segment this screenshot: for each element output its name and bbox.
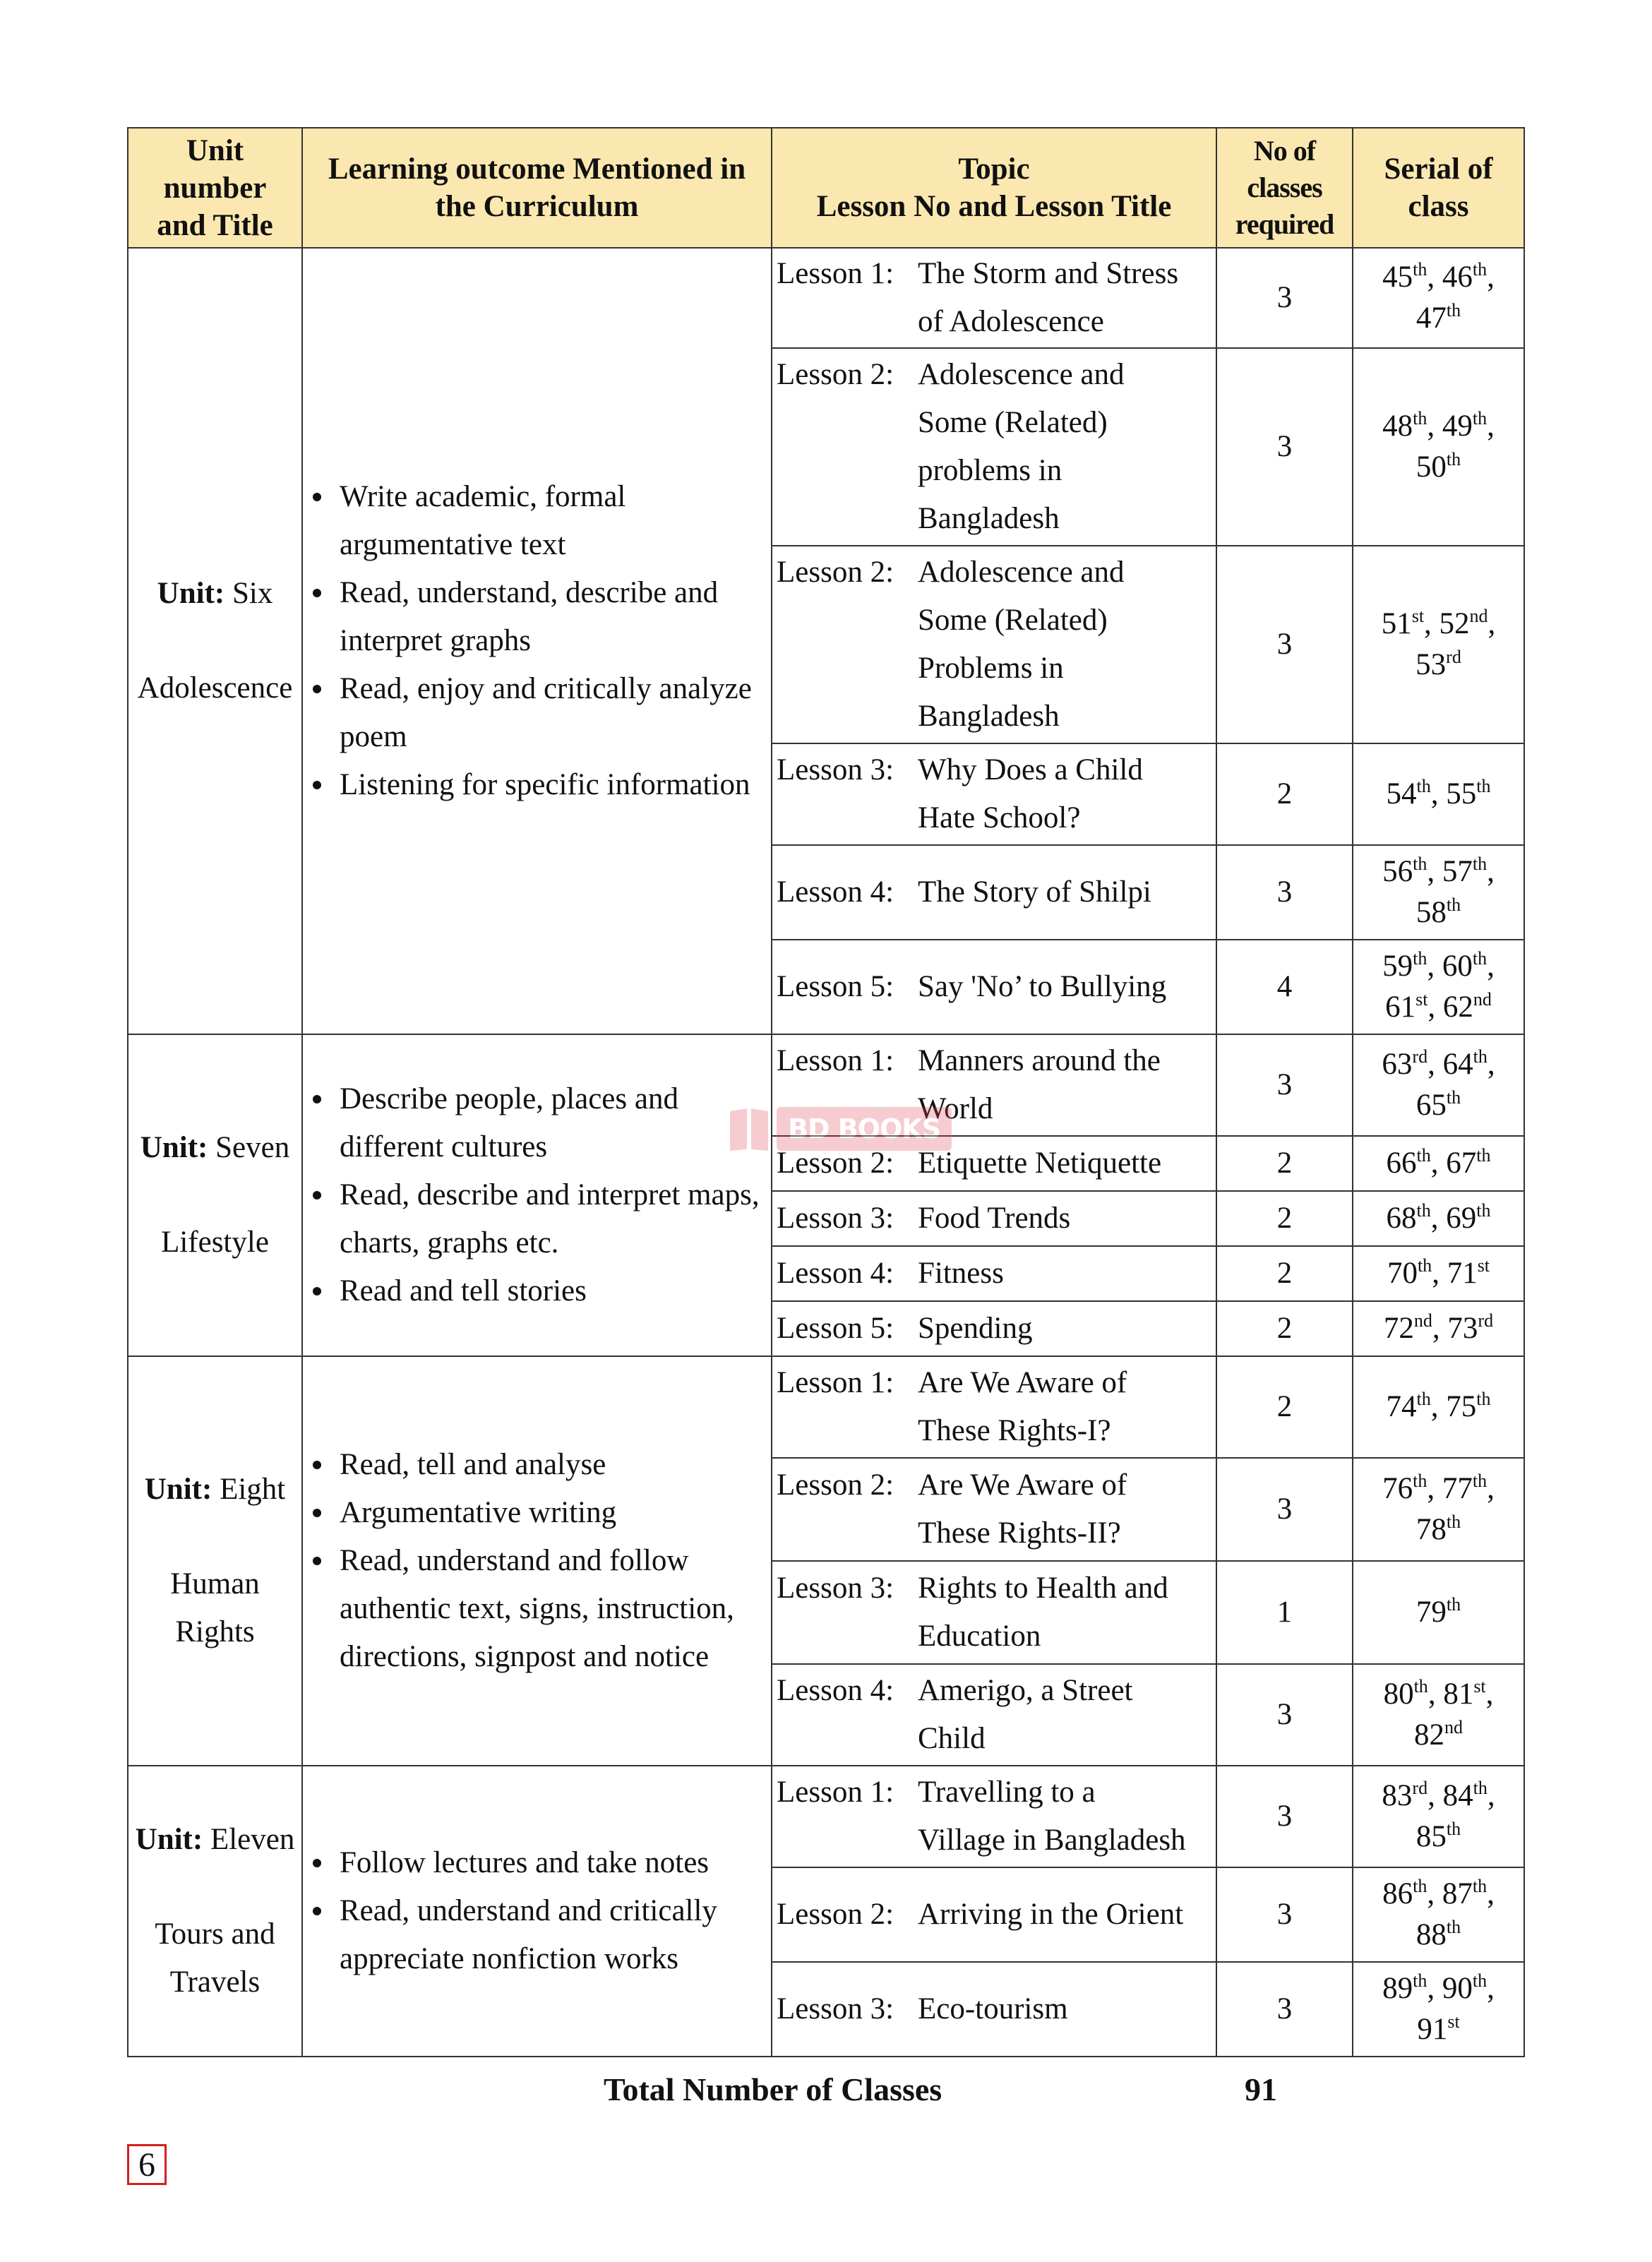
classes-required: 3 [1216, 1962, 1353, 2057]
unit-title: Lifestyle [161, 1226, 269, 1259]
lesson-number: Lesson 3: [777, 1202, 894, 1235]
lesson-number: Lesson 1: [777, 1776, 894, 1809]
class-serial: 83rd, 84th, 85th [1353, 1766, 1524, 1867]
lesson-title-line: Food Trends [918, 1202, 1071, 1235]
header-classes: No of classes required [1216, 128, 1353, 248]
lesson-number: Lesson 2: [777, 358, 894, 391]
lesson-title-line: Travelling to a [918, 1776, 1096, 1809]
serial-number: 87 [1442, 1877, 1473, 1910]
classes-required: 3 [1216, 546, 1353, 743]
lesson-cell [772, 1246, 1216, 1301]
serial-number: 78 [1415, 1513, 1447, 1546]
serial-suffix: th [1472, 948, 1488, 969]
serial-suffix: rd [1478, 1310, 1494, 1331]
lesson-title-line: of Adolescence [918, 305, 1104, 338]
serial-number: 75 [1446, 1390, 1477, 1423]
serial-suffix: th [1413, 259, 1427, 280]
outcome-item: Read, enjoy and critically analyze poem [307, 665, 764, 761]
class-serial: 45th, 46th, 47th [1353, 248, 1524, 348]
unit-label: Unit: [140, 1131, 208, 1164]
class-serial [1353, 1561, 1524, 1664]
outcome-item: Write academic, formal argumentative text [307, 473, 764, 569]
lesson-cell [772, 1356, 1216, 1458]
classes-required: 2 [1216, 743, 1353, 845]
lesson-cell [772, 1664, 1216, 1766]
classes-required: 3 [1216, 845, 1353, 940]
serial-number: 53 [1415, 648, 1447, 681]
lesson-title-line: These Rights-I? [918, 1414, 1111, 1447]
outcome-cell [302, 1034, 772, 1356]
serial-number: 86 [1382, 1877, 1413, 1910]
outcome-item: Read, understand and critically appreciate nonfiction works [307, 1887, 764, 1983]
header-outcome: Learning outcome Mentioned in the Curriculum [302, 128, 772, 248]
classes-required: 3 [1216, 348, 1353, 546]
total-label: Total Number of Classes [604, 2071, 942, 2107]
classes-required: 1 [1216, 1561, 1353, 1664]
unit-title: Tours and [155, 1917, 275, 1951]
lesson-cell [772, 546, 1216, 743]
serial-number: 50 [1415, 450, 1447, 484]
serial-suffix: th [1416, 1145, 1431, 1166]
serial-number: 64 [1442, 1048, 1473, 1081]
serial-suffix: th [1446, 449, 1461, 469]
lesson-cell [772, 940, 1216, 1034]
lesson-number: Lesson 3: [777, 753, 894, 786]
serial-number: 55 [1446, 777, 1477, 810]
serial-suffix: th [1472, 854, 1488, 874]
class-serial: 56th, 57th, 58th [1353, 845, 1524, 940]
lesson-number: Lesson 1: [777, 1366, 894, 1399]
header-unit: Unit number and Title [128, 128, 302, 248]
serial-suffix: th [1446, 1512, 1461, 1532]
serial-number: 49 [1442, 409, 1473, 443]
serial-suffix: th [1446, 1087, 1461, 1108]
serial-suffix: th [1413, 1676, 1428, 1696]
class-serial: 66th, 67th [1353, 1136, 1524, 1191]
outcome-cell [302, 1356, 772, 1766]
serial-suffix: th [1446, 894, 1461, 915]
class-serial: 89th, 90th, 91st [1353, 1962, 1524, 2057]
lesson-number: Lesson 2: [777, 1147, 894, 1180]
outcome-item: Read, understand, describe and interpret graphs [307, 569, 764, 665]
serial-number: 88 [1415, 1918, 1447, 1951]
lesson-title-line: Adolescence and [918, 358, 1125, 391]
table-row [128, 248, 1524, 348]
serial-number: 81 [1443, 1677, 1474, 1711]
serial-suffix: st [1415, 989, 1428, 1010]
unit-cell [128, 1034, 302, 1356]
outcome-cell [302, 248, 772, 1034]
lesson-title-line: Are We Aware of [918, 1468, 1127, 1502]
serial-number: 51 [1381, 607, 1412, 640]
serial-number: 65 [1415, 1089, 1447, 1122]
serial-number: 73 [1447, 1312, 1478, 1345]
serial-suffix: th [1413, 408, 1427, 429]
serial-number: 80 [1383, 1677, 1414, 1711]
lesson-title-line: World [918, 1092, 993, 1125]
outcome-list [307, 1839, 764, 1983]
serial-suffix: th [1413, 948, 1427, 969]
unit-cell [128, 248, 302, 1034]
lesson-title-line: problems in [918, 454, 1063, 487]
class-serial: 74th, 75th [1353, 1356, 1524, 1458]
serial-number: 46 [1442, 261, 1473, 294]
serial-suffix: th [1413, 1471, 1427, 1491]
outcome-item: Read, tell and analyse [307, 1441, 764, 1489]
lesson-number: Lesson 2: [777, 556, 894, 589]
serial-suffix: st [1473, 1676, 1486, 1696]
unit-cell [128, 1356, 302, 1766]
serial-number: 56 [1382, 855, 1413, 888]
unit-number: Seven [215, 1131, 290, 1164]
unit-label: Unit: [144, 1473, 213, 1506]
serial-number: 52 [1439, 607, 1470, 640]
classes-required: 2 [1216, 1191, 1353, 1246]
serial-number: 48 [1382, 409, 1413, 443]
classes-required: 3 [1216, 1664, 1353, 1766]
lesson-title-line: Manners around the [918, 1044, 1161, 1077]
serial-suffix: th [1417, 1255, 1432, 1276]
serial-suffix: th [1472, 1876, 1488, 1896]
lesson-title-line: The Story of Shilpi [918, 875, 1151, 909]
lesson-number: Lesson 4: [777, 875, 894, 909]
serial-suffix: th [1476, 776, 1491, 796]
serial-number: 74 [1386, 1390, 1417, 1423]
unit-title: Rights [175, 1615, 255, 1648]
header-row [128, 128, 1524, 248]
serial-suffix: th [1476, 1145, 1491, 1166]
classes-required: 2 [1216, 1356, 1353, 1458]
lesson-title-line: Some (Related) [918, 604, 1108, 637]
unit-label: Unit: [135, 1823, 203, 1856]
serial-suffix: nd [1444, 1717, 1463, 1737]
classes-required: 3 [1216, 1458, 1353, 1561]
table-row [128, 1766, 1524, 1867]
serial-suffix: th [1446, 1594, 1461, 1615]
classes-required: 2 [1216, 1136, 1353, 1191]
outcome-list [307, 473, 764, 809]
serial-number: 45 [1382, 261, 1413, 294]
lesson-title-line: Education [918, 1620, 1041, 1653]
serial-number: 76 [1382, 1472, 1413, 1505]
outcome-item: Read and tell stories [307, 1267, 764, 1315]
serial-suffix: th [1472, 259, 1488, 280]
lesson-title-line: Fitness [918, 1257, 1004, 1290]
lesson-title-line: The Storm and Stress [918, 257, 1179, 290]
serial-number: 60 [1442, 950, 1473, 983]
serial-suffix: th [1413, 1970, 1427, 1991]
lesson-title-line: Why Does a Child [918, 753, 1143, 786]
serial-number: 79 [1415, 1596, 1447, 1629]
class-serial: 80th, 81st, 82nd [1353, 1664, 1524, 1766]
serial-suffix: th [1473, 1778, 1488, 1798]
serial-suffix: th [1476, 1389, 1491, 1409]
classes-required: 4 [1216, 940, 1353, 1034]
lesson-title-line: Spending [918, 1312, 1033, 1345]
serial-number: 82 [1414, 1718, 1444, 1752]
lesson-title-line: Arriving in the Orient [918, 1898, 1184, 1931]
serial-suffix: st [1477, 1255, 1490, 1276]
class-serial: 63rd, 64th, 65th [1353, 1034, 1524, 1136]
serial-suffix: nd [1413, 1310, 1432, 1331]
serial-suffix: st [1411, 606, 1425, 626]
serial-suffix: st [1447, 2011, 1460, 2032]
serial-number: 57 [1442, 855, 1473, 888]
lesson-title-line: Say 'No’ to Bullying [918, 970, 1167, 1003]
lesson-cell [772, 248, 1216, 348]
lesson-title-line: Are We Aware of [918, 1366, 1127, 1399]
serial-number: 84 [1442, 1779, 1473, 1812]
class-serial: 86th, 87th, 88th [1353, 1867, 1524, 1962]
serial-number: 58 [1415, 896, 1447, 929]
lesson-cell [772, 1867, 1216, 1962]
serial-number: 85 [1415, 1820, 1447, 1853]
classes-required: 3 [1216, 1867, 1353, 1962]
serial-suffix: th [1416, 1200, 1431, 1221]
lesson-title-line: These Rights-II? [918, 1516, 1121, 1550]
serial-number: 68 [1386, 1202, 1417, 1235]
class-serial: 48th, 49th, 50th [1353, 348, 1524, 546]
serial-number: 77 [1442, 1472, 1473, 1505]
lesson-number: Lesson 1: [777, 257, 894, 290]
header-serial: Serial of class [1353, 128, 1524, 248]
outcome-item: Read, understand and follow authentic text, signs, instruction, directions, signpost and notice [307, 1537, 764, 1681]
unit-number: Eight [220, 1473, 286, 1506]
lesson-number: Lesson 3: [777, 1572, 894, 1605]
lesson-cell [772, 1034, 1216, 1136]
lesson-title-line: Hate School? [918, 801, 1081, 834]
outcome-list [307, 1075, 764, 1315]
total-value: 91 [1245, 2071, 1277, 2107]
syllabus-table [127, 127, 1525, 2057]
outcome-item: Describe people, places and different cultures [307, 1075, 764, 1171]
lesson-title-line: Bangladesh [918, 700, 1060, 733]
serial-number: 59 [1382, 950, 1413, 983]
lesson-number: Lesson 5: [777, 970, 894, 1003]
serial-number: 70 [1387, 1257, 1418, 1290]
serial-number: 62 [1442, 991, 1473, 1024]
lesson-title-line: Amerigo, a Street [918, 1674, 1133, 1707]
serial-suffix: nd [1473, 989, 1492, 1010]
lesson-cell [772, 1301, 1216, 1356]
unit-cell [128, 1766, 302, 2057]
class-serial: 51st, 52nd, 53rd [1353, 546, 1524, 743]
serial-number: 90 [1442, 1972, 1473, 2005]
lesson-number: Lesson 4: [777, 1257, 894, 1290]
serial-suffix: rd [1412, 1046, 1428, 1067]
total-row [127, 2065, 1524, 2114]
serial-suffix: rd [1412, 1778, 1428, 1798]
serial-suffix: th [1416, 1389, 1431, 1409]
class-serial: 72nd, 73rd [1353, 1301, 1524, 1356]
serial-number: 54 [1386, 777, 1417, 810]
serial-number: 91 [1417, 2013, 1448, 2046]
table-row [128, 1356, 1524, 1458]
serial-number: 72 [1383, 1312, 1414, 1345]
serial-number: 67 [1446, 1147, 1477, 1180]
lesson-cell [772, 1191, 1216, 1246]
serial-suffix: nd [1469, 606, 1488, 626]
lesson-number: Lesson 2: [777, 1898, 894, 1931]
serial-number: 47 [1415, 301, 1447, 335]
serial-suffix: th [1446, 1819, 1461, 1839]
unit-label: Unit: [157, 577, 225, 610]
class-serial: 76th, 77th, 78th [1353, 1458, 1524, 1561]
lesson-number: Lesson 1: [777, 1044, 894, 1077]
table-row [128, 1034, 1524, 1136]
lesson-title-line: Rights to Health and [918, 1572, 1168, 1605]
unit-title: Adolescence [137, 671, 293, 705]
serial-number: 71 [1447, 1257, 1478, 1290]
outcome-list [307, 1441, 764, 1681]
serial-suffix: th [1416, 776, 1431, 796]
lesson-title-line: Etiquette Netiquette [918, 1147, 1162, 1180]
lesson-number: Lesson 4: [777, 1674, 894, 1707]
serial-number: 69 [1446, 1202, 1477, 1235]
serial-suffix: th [1476, 1200, 1491, 1221]
lesson-cell [772, 845, 1216, 940]
serial-suffix: th [1472, 1471, 1488, 1491]
watermark-text: BD BOOKS [777, 1107, 952, 1151]
serial-suffix: th [1413, 854, 1427, 874]
lesson-cell [772, 1561, 1216, 1664]
class-serial: 59th, 60th, 61st, 62nd [1353, 940, 1524, 1034]
serial-number: 66 [1386, 1147, 1417, 1180]
header-topic: Topic Lesson No and Lesson Title [772, 128, 1216, 248]
lesson-number: Lesson 3: [777, 1992, 894, 2025]
serial-suffix: th [1446, 300, 1461, 321]
outcome-item: Listening for specific information [307, 761, 764, 809]
outcome-item: Argumentative writing [307, 1489, 764, 1537]
class-serial: 54th, 55th [1353, 743, 1524, 845]
lesson-cell [772, 1458, 1216, 1561]
lesson-cell [772, 1766, 1216, 1867]
lesson-title-line: Child [918, 1722, 986, 1755]
lesson-cell [772, 348, 1216, 546]
classes-required: 2 [1216, 1301, 1353, 1356]
lesson-title-line: Some (Related) [918, 406, 1108, 439]
serial-suffix: th [1472, 408, 1488, 429]
lesson-cell [772, 1136, 1216, 1191]
lesson-number: Lesson 5: [777, 1312, 894, 1345]
classes-required: 3 [1216, 1766, 1353, 1867]
unit-title: Travels [169, 1965, 261, 1999]
serial-suffix: rd [1446, 647, 1461, 667]
lesson-cell [772, 1962, 1216, 2057]
lesson-title-line: Eco-tourism [918, 1992, 1068, 2025]
unit-number: Eleven [210, 1823, 295, 1856]
lesson-title-line: Bangladesh [918, 502, 1060, 535]
serial-number: 63 [1382, 1048, 1413, 1081]
page-number: 6 [127, 2144, 167, 2185]
serial-number: 89 [1382, 1972, 1413, 2005]
classes-required: 2 [1216, 1246, 1353, 1301]
serial-suffix: th [1472, 1970, 1488, 1991]
serial-suffix: th [1413, 1876, 1427, 1896]
lesson-number: Lesson 2: [777, 1468, 894, 1502]
serial-suffix: th [1473, 1046, 1488, 1067]
serial-number: 83 [1382, 1779, 1413, 1812]
unit-number: Six [232, 577, 273, 610]
serial-suffix: th [1446, 1917, 1461, 1937]
lesson-title-line: Adolescence and [918, 556, 1125, 589]
lesson-cell [772, 743, 1216, 845]
classes-required: 3 [1216, 248, 1353, 348]
outcome-item: Read, describe and interpret maps, charts, graphs etc. [307, 1171, 764, 1267]
class-serial: 68th, 69th [1353, 1191, 1524, 1246]
unit-title: Human [170, 1567, 260, 1600]
outcome-cell [302, 1766, 772, 2057]
serial-number: 61 [1385, 991, 1416, 1024]
lesson-title-line: Problems in [918, 652, 1064, 685]
class-serial: 70th, 71st [1353, 1246, 1524, 1301]
classes-required: 3 [1216, 1034, 1353, 1136]
outcome-item: Follow lectures and take notes [307, 1839, 764, 1887]
lesson-title-line: Village in Bangladesh [918, 1824, 1186, 1857]
